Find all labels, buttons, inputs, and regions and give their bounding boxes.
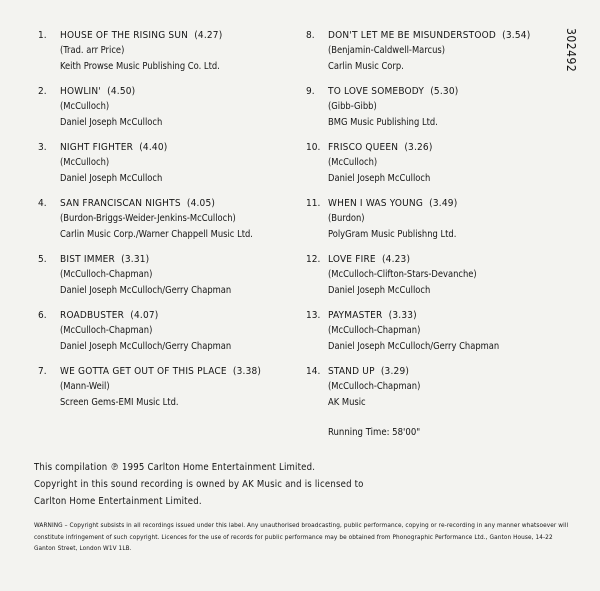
catalog-number: 302492	[564, 28, 578, 73]
track-duration: (4.27)	[194, 30, 223, 41]
track-number: 4.	[38, 198, 47, 209]
track-title: ROADBUSTER	[60, 310, 125, 321]
track-number: 3.	[38, 142, 47, 153]
track-title: STAND UP	[328, 366, 375, 377]
track-writers: (McCulloch-Chapman)	[60, 325, 153, 336]
track-publisher: Daniel Joseph McCulloch	[328, 172, 431, 184]
track-duration: (4.50)	[107, 86, 136, 97]
track-writers: (Burdon-Briggs-Weider-Jenkins-McCulloch)	[60, 213, 236, 224]
track-duration: (5.30)	[430, 86, 459, 97]
track-duration: (3.29)	[380, 366, 410, 377]
track-publisher: Daniel Joseph McCulloch/Gerry Chapman	[60, 340, 232, 352]
track-number: 1.	[38, 30, 47, 41]
track-writers: (Burdon)	[328, 213, 365, 224]
track-title-line	[328, 310, 566, 325]
copyright-line: Carlton Home Entertainment Limited.	[34, 496, 202, 507]
track-title: NIGHT FIGHTER	[60, 142, 134, 153]
track-title: LOVE FIRE	[328, 254, 376, 265]
track-publisher: Daniel Joseph McCulloch	[60, 116, 163, 128]
track-title-line	[328, 86, 566, 101]
track-writers: (Trad. arr Price)	[60, 45, 125, 56]
track-title: SAN FRANCISCAN NIGHTS	[60, 198, 181, 209]
track-publisher: AK Music	[328, 396, 366, 408]
track-entry	[306, 86, 566, 142]
track-writers: (Benjamin-Caldwell-Marcus)	[328, 45, 446, 56]
track-number: 10.	[306, 142, 321, 153]
track-publisher: Daniel Joseph McCulloch/Gerry Chapman	[328, 340, 500, 352]
track-duration: (4.05)	[186, 198, 216, 209]
track-number: 13.	[306, 310, 321, 321]
track-title: TO LOVE SOMEBODY	[328, 86, 425, 97]
track-title-line	[60, 198, 298, 213]
running-time: Running Time: 58'00"	[328, 427, 421, 438]
track-writers: (McCulloch)	[60, 157, 110, 168]
track-title-line	[60, 30, 298, 45]
track-title-line	[328, 254, 566, 269]
track-number: 2.	[38, 86, 47, 97]
track-title: WE GOTTA GET OUT OF THIS PLACE	[60, 366, 227, 377]
track-publisher: BMG Music Publishing Ltd.	[328, 116, 438, 128]
track-title: HOUSE OF THE RISING SUN	[60, 30, 189, 41]
track-entry	[38, 86, 298, 142]
track-entry	[38, 254, 298, 310]
track-entry	[306, 142, 566, 198]
track-duration: (3.26)	[404, 142, 433, 153]
track-title-line	[328, 30, 566, 45]
track-number: 5.	[38, 254, 47, 265]
track-entry	[38, 142, 298, 198]
track-duration: (3.49)	[429, 198, 458, 209]
track-writers: (McCulloch)	[328, 157, 378, 168]
track-writers: (McCulloch-Chapman)	[60, 269, 153, 280]
track-writers: (Mann-Weil)	[60, 381, 110, 392]
track-entry	[306, 254, 566, 310]
track-title-line	[328, 142, 566, 157]
track-entry	[306, 366, 566, 422]
track-number: 9.	[306, 86, 315, 97]
track-publisher: Daniel Joseph McCulloch	[328, 284, 431, 296]
track-writers: (McCulloch-Clifton-Stars-Devanche)	[328, 269, 477, 280]
track-title-line	[60, 366, 298, 381]
track-writers: (McCulloch)	[60, 101, 110, 112]
track-publisher: Daniel Joseph McCulloch/Gerry Chapman	[60, 284, 232, 296]
track-entry	[306, 310, 566, 366]
track-title-line	[60, 86, 298, 101]
tracklist-left	[38, 30, 298, 422]
track-entry	[306, 30, 566, 86]
track-duration: (3.33)	[388, 310, 417, 321]
track-title-line	[60, 254, 298, 269]
track-duration: (4.40)	[139, 142, 168, 153]
track-publisher: Screen Gems-EMI Music Ltd.	[60, 396, 179, 408]
track-publisher: Keith Prowse Music Publishing Co. Ltd.	[60, 60, 220, 72]
copyright-line: Copyright in this sound recording is owned by AK Music and is licensed to	[34, 479, 364, 490]
track-title: FRISCO QUEEN	[328, 142, 399, 153]
track-duration: (3.31)	[121, 254, 150, 265]
track-title-line	[60, 142, 298, 157]
track-title: BIST IMMER	[60, 254, 115, 265]
track-entry	[38, 310, 298, 366]
track-writers: (McCulloch-Chapman)	[328, 381, 421, 392]
track-entry	[38, 366, 298, 422]
track-number: 6.	[38, 310, 47, 321]
track-number: 8.	[306, 30, 315, 41]
track-title: PAYMASTER	[328, 310, 383, 321]
tracklist-right	[306, 30, 566, 422]
track-title-line	[328, 198, 566, 213]
track-duration: (4.07)	[130, 310, 159, 321]
track-writers: (McCulloch-Chapman)	[328, 325, 421, 336]
copyright-warning: WARNING – Copyright subsists in all recordings issued under this label. Any unauthorised broadcasting, public performance, copying or re-recording in any manner whatsoever will constitute infringement of such copyright. Licences for the use of records for public performance may be obtained from Phonographic Performance Ltd., Ganton House, 14-22 Ganton Street, London W1V 1LB.	[34, 521, 569, 552]
track-number: 7.	[38, 366, 47, 377]
track-title: HOWLIN'	[60, 86, 102, 97]
track-entry	[38, 30, 298, 86]
track-title-line	[328, 366, 566, 381]
track-title-line	[60, 310, 298, 325]
copyright-notice	[34, 462, 554, 513]
track-title: WHEN I WAS YOUNG	[328, 198, 424, 209]
track-publisher: Carlin Music Corp./Warner Chappell Music Ltd.	[60, 228, 253, 240]
track-entry	[306, 198, 566, 254]
track-publisher: PolyGram Music Publishng Ltd.	[328, 228, 457, 240]
track-number: 14.	[306, 366, 321, 377]
track-writers: (Gibb-Gibb)	[328, 101, 377, 112]
track-number: 12.	[306, 254, 321, 265]
track-publisher: Carlin Music Corp.	[328, 60, 404, 72]
track-number: 11.	[306, 198, 321, 209]
track-entry	[38, 198, 298, 254]
track-title: DON'T LET ME BE MISUNDERSTOOD	[328, 30, 497, 41]
track-publisher: Daniel Joseph McCulloch	[60, 172, 163, 184]
track-duration: (3.54)	[502, 30, 531, 41]
track-duration: (3.38)	[232, 366, 262, 377]
copyright-line: This compilation ℗ 1995 Carlton Home Entertainment Limited.	[34, 462, 316, 473]
track-duration: (4.23)	[381, 254, 411, 265]
